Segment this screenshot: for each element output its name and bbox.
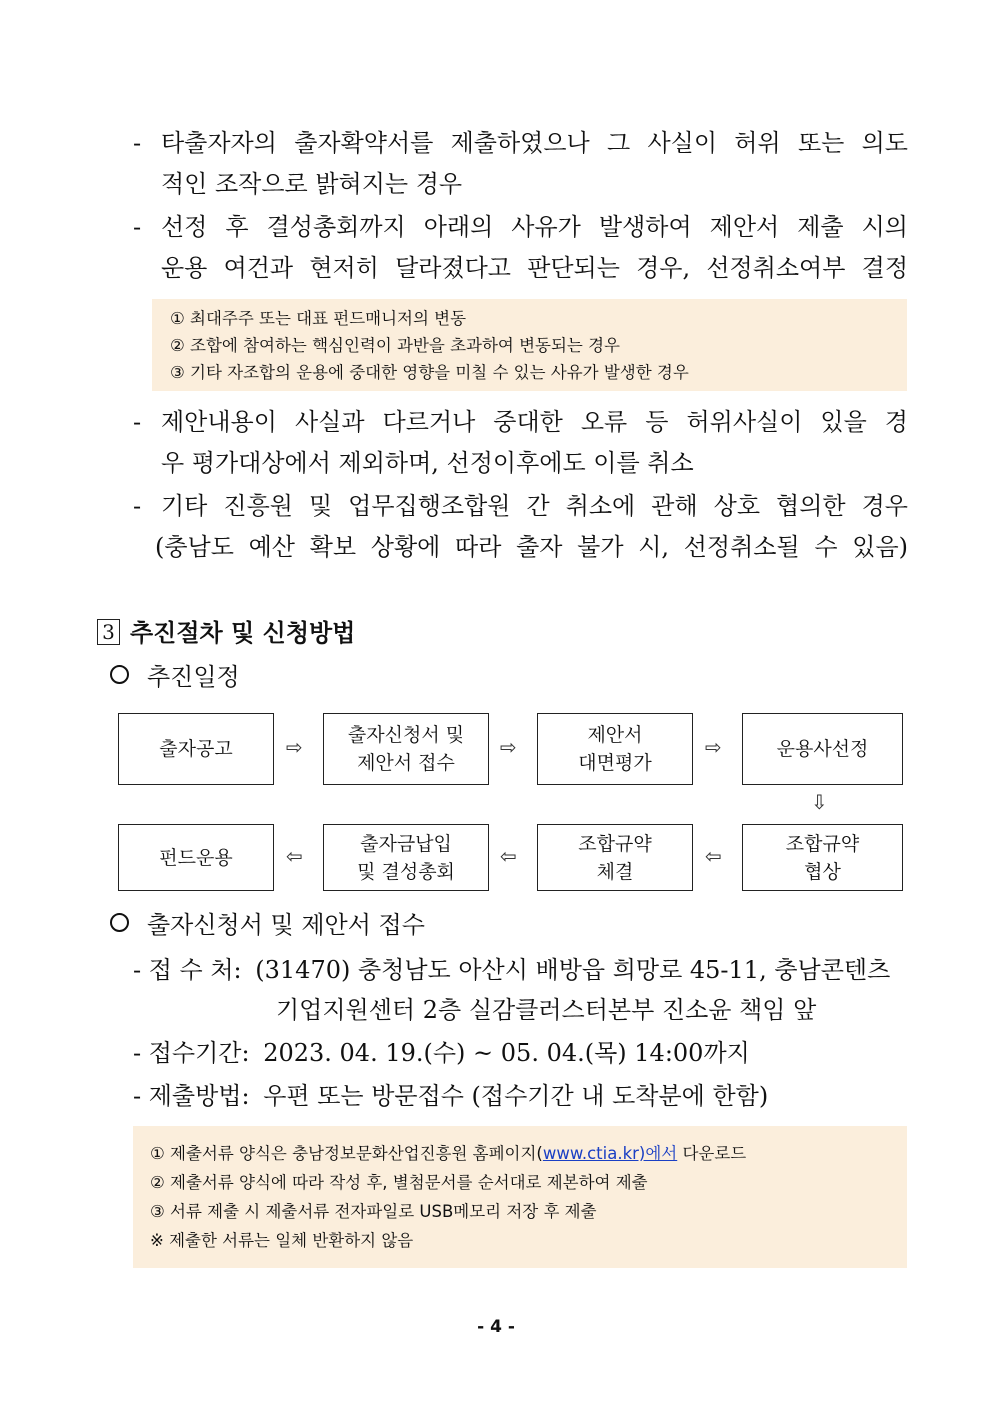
arrow-left-icon: ⇦ xyxy=(500,844,517,868)
section-number: 3 xyxy=(97,619,120,645)
submission-place-line2: 기업지원센터 2층 실감클러스터본부 진소윤 책임 앞 xyxy=(276,996,817,1024)
section-title: 3 추진절차 및 신청방법 xyxy=(97,613,355,653)
subheading-schedule: 추진일정 xyxy=(110,657,240,697)
bullet-false-commitment: - 타출자자의 출자확약서를 제출하였으나 그 사실이 허위 또는 의도 적인 조작으로 밝혀지는 경우 xyxy=(133,129,908,198)
arrow-down-icon: ⇩ xyxy=(811,790,828,814)
bullet-condition-change: - 선정 후 결성총회까지 아래의 사유가 발생하여 제안서 제출 시의 운용 여건과 현저히 달라졌다고 판단되는 경우, 선정취소여부 결정 xyxy=(133,213,908,282)
circle-bullet-icon xyxy=(110,665,129,684)
subheading-submission: 출자신청서 및 제안서 접수 xyxy=(110,905,425,945)
flow-step-interview-evaluation: 제안서 대면평가 xyxy=(537,713,693,785)
arrow-right-icon: ⇨ xyxy=(286,735,303,759)
flow-step-announcement: 출자공고 xyxy=(118,713,274,785)
arrow-left-icon: ⇦ xyxy=(705,844,722,868)
page-number: - 4 - xyxy=(477,1317,515,1337)
flow-step-fund-operation: 펀드운용 xyxy=(118,824,274,891)
submission-method: - 제출방법: 우편 또는 방문접수 (접수기간 내 도착분에 한함) xyxy=(133,1082,769,1110)
circle-bullet-icon xyxy=(110,913,129,932)
note-box-cancellation-reasons: ① 최대주주 또는 대표 펀드매니저의 변동 ② 조합에 참여하는 핵심인력이 과반을 초과하여 변동되는 경우 ③ 기타 자조합의 운용에 중대한 영향을 미칠 수 있는 사유가 발생한 경우 xyxy=(152,299,907,391)
bullet-false-proposal: - 제안내용이 사실과 다르거나 중대한 오류 등 허위사실이 있을 경 우 평가대상에서 제외하며, 선정이후에도 이를 취소 xyxy=(133,408,908,477)
flow-step-application-receipt: 출자신청서 및 제안서 접수 xyxy=(323,713,489,785)
flow-step-manager-selection: 운용사선정 xyxy=(742,713,903,785)
bullet-mutual-agreement: - 기타 진흥원 및 업무집행조합원 간 취소에 관해 상호 협의한 경우 (충남도 예산 확보 상황에 따라 출자 불가 시, 선정취소될 수 있음) xyxy=(133,492,908,561)
arrow-left-icon: ⇦ xyxy=(286,844,303,868)
flow-step-agreement-signing: 조합규약 체결 xyxy=(537,824,693,891)
note-box-submission-guide: ① 제출서류 양식은 충남정보문화산업진흥원 홈페이지(www.ctia.kr)에서 다운로드 ② 제출서류 양식에 따라 작성 후, 별첨문서를 순서대로 제본하여 제출 ③ 서류 제출 시 제출서류 전자파일로 USB메모리 저장 후 제출 ※ 제출한 서류는 일체 반환하지 않음 xyxy=(133,1126,907,1268)
flow-step-agreement-negotiation: 조합규약 협상 xyxy=(742,824,903,891)
flow-step-payment-general-meeting: 출자금납입 및 결성총회 xyxy=(323,824,489,891)
homepage-link[interactable]: www.ctia.kr)에서 xyxy=(542,1144,678,1163)
submission-place: - 접 수 처: (31470) 충청남도 아산시 배방읍 희망로 45-11, 충남콘텐츠 xyxy=(133,956,891,984)
arrow-right-icon: ⇨ xyxy=(500,735,517,759)
submission-period: - 접수기간: 2023. 04. 19.(수) ~ 05. 04.(목) 14:00까지 xyxy=(133,1039,750,1067)
arrow-right-icon: ⇨ xyxy=(705,735,722,759)
